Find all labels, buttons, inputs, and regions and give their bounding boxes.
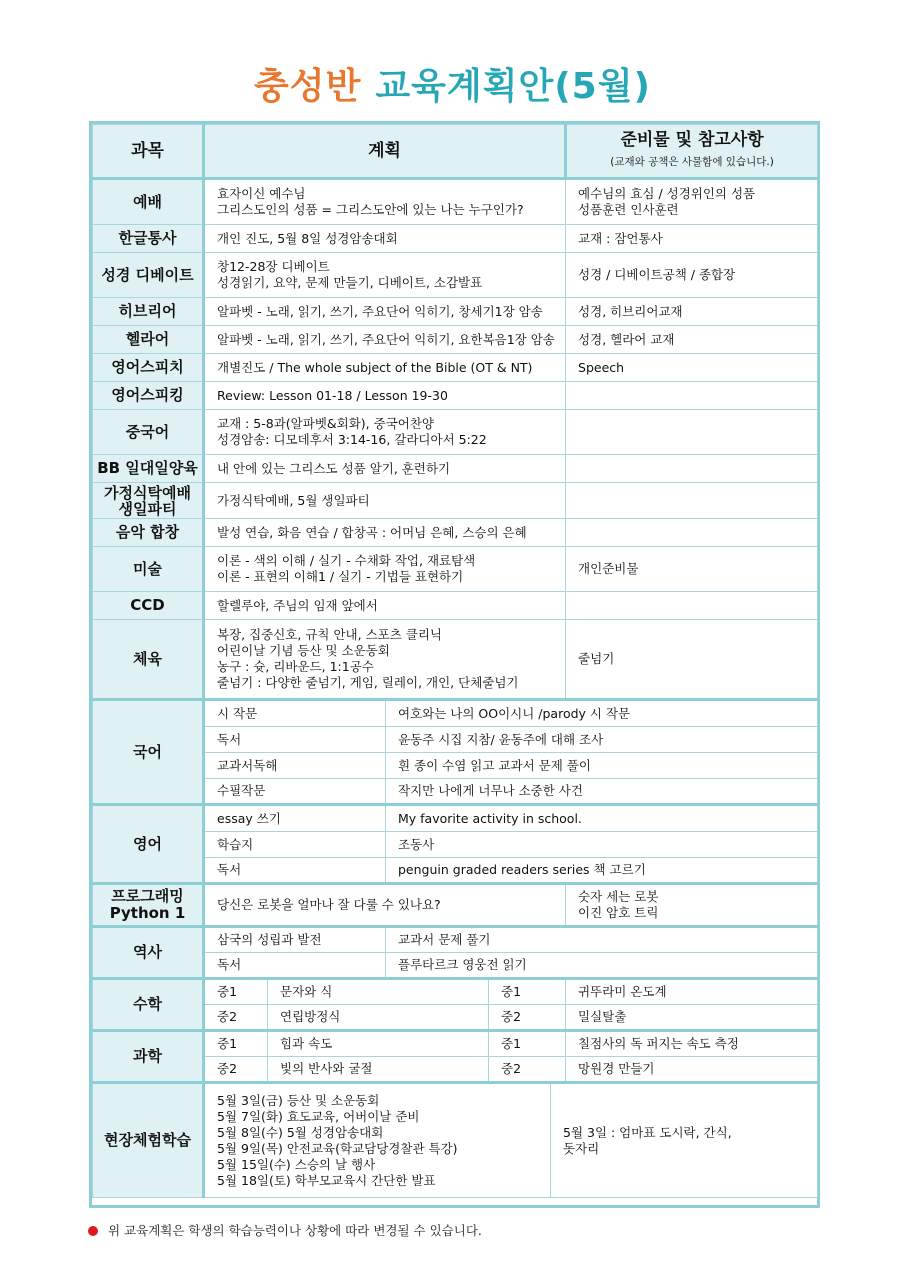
plan-cell: 할렐루야, 주님의 임재 앞에서	[204, 592, 566, 620]
subject-cell	[93, 483, 204, 519]
grade-cell: 중2	[204, 1057, 268, 1083]
detail-cell: 작지만 나에게 너무나 소중한 사건	[386, 779, 818, 805]
topic-cell: 문자와 식	[268, 979, 489, 1005]
table-row	[93, 592, 818, 620]
note-line: 성품훈련 인사훈련	[578, 202, 679, 217]
plan-cell	[204, 410, 566, 455]
note-cell: Speech	[566, 354, 818, 382]
plan-line: 창12-28장 디베이트	[217, 259, 330, 274]
plan-line: 어린이날 기념 등산 및 소운동회	[217, 643, 390, 658]
subject-line: Python 1	[109, 904, 186, 922]
table-row	[93, 455, 818, 483]
plan-table	[92, 124, 818, 1198]
plan-line: 이론 - 표현의 이해1 / 실기 - 기법들 표현하기	[217, 569, 464, 584]
header-notes-sub: (교재와 공책은 사물함에 있습니다.)	[610, 156, 774, 168]
note-cell: 교재 : 잠언통사	[566, 225, 818, 253]
plan-cell: 개인 진도, 5월 8일 성경암송대회	[204, 225, 566, 253]
note-cell: 성경 / 디베이트공책 / 종합장	[566, 253, 818, 298]
subject-cell: 과학	[93, 1031, 204, 1083]
grade-cell: 중1	[489, 1031, 566, 1057]
plan-line: 그리스도인의 성품 = 그리스도안에 있는 나는 누구인가?	[217, 202, 524, 217]
grade-cell: 중2	[204, 1005, 268, 1031]
note-line: 이진 암호 트릭	[578, 905, 659, 920]
title-class-name: 충성반	[254, 66, 362, 107]
plan-cell	[204, 253, 566, 298]
grade-cell: 중1	[204, 979, 268, 1005]
table-row	[93, 382, 818, 410]
note-cell	[566, 382, 818, 410]
plan-cell: 발성 연습, 화음 연습 / 합창곡 : 어머님 은혜, 스승의 은혜	[204, 519, 566, 547]
table-row	[93, 927, 818, 953]
plan-line: 5월 18일(토) 학부모교육시 간단한 발표	[217, 1172, 436, 1188]
page-title	[0, 58, 905, 109]
subject-cell	[93, 884, 204, 927]
subject-cell: 성경 디베이트	[93, 253, 204, 298]
activity-cell: 삼국의 성립과 발전	[204, 927, 386, 953]
detail-cell: 조동사	[386, 832, 818, 858]
table-row	[93, 225, 818, 253]
activity-cell: essay 쓰기	[204, 805, 386, 832]
detail-cell: 윤동주 시집 지참/ 윤동주에 대해 조사	[386, 727, 818, 753]
subject-cell: 현장체험학습	[93, 1083, 204, 1198]
subject-line: 생일파티	[118, 499, 177, 518]
header-notes	[566, 125, 818, 179]
detail-cell: 여호와는 나의 OO이시니 /parody 시 작문	[386, 700, 818, 727]
topic-cell: 밀실탈출	[566, 1005, 818, 1031]
note-line: 예수님의 효심 / 성경위인의 성품	[578, 186, 756, 201]
plan-cell: Review: Lesson 01-18 / Lesson 19-30	[204, 382, 566, 410]
plan-line: 5월 15일(수) 스승의 날 행사	[217, 1156, 376, 1172]
activity-cell: 시 작문	[204, 700, 386, 727]
note-cell	[566, 592, 818, 620]
subject-cell: 미술	[93, 547, 204, 592]
plan-line: 5월 9일(목) 안전교육(학교담당경찰관 특강)	[217, 1140, 458, 1156]
plan-line: 이론 - 색의 이해 / 실기 - 수채화 작업, 재료탐색	[217, 553, 476, 568]
plan-line: 성경읽기, 요약, 문제 만들기, 디베이트, 소감발표	[217, 275, 483, 290]
table-row	[93, 620, 818, 700]
topic-cell: 망원경 만들기	[566, 1057, 818, 1083]
subject-cell: 영어스피킹	[93, 382, 204, 410]
activity-cell: 학습지	[204, 832, 386, 858]
activity-cell: 독서	[204, 858, 386, 884]
topic-cell: 칠점사의 독 퍼지는 속도 측정	[566, 1031, 818, 1057]
subject-line: 프로그래밍	[111, 887, 184, 905]
subject-cell: CCD	[93, 592, 204, 620]
topic-cell: 귀뚜라미 온도계	[566, 979, 818, 1005]
red-bullet-icon	[88, 1226, 98, 1236]
topic-cell: 빛의 반사와 굴절	[268, 1057, 489, 1083]
subject-cell: 헬라어	[93, 326, 204, 354]
plan-cell: 가정식탁예배, 5월 생일파티	[204, 483, 566, 519]
table-row	[93, 410, 818, 455]
note-cell	[566, 455, 818, 483]
note-cell: 줄넘기	[566, 620, 818, 700]
subject-cell: 영어	[93, 805, 204, 884]
subject-cell: 수학	[93, 979, 204, 1031]
note-cell	[566, 179, 818, 225]
note-cell: 성경, 헬라어 교재	[566, 326, 818, 354]
table-row	[93, 805, 818, 832]
subject-cell: 국어	[93, 700, 204, 805]
plan-cell: 개별진도 / The whole subject of the Bible (OT & NT)	[204, 354, 566, 382]
detail-cell: 플루타르크 영웅전 읽기	[386, 953, 818, 979]
plan-line: 5월 3일(금) 등산 및 소운동회	[217, 1092, 380, 1108]
header-subject: 과목	[93, 125, 204, 179]
note-cell	[551, 1083, 818, 1198]
detail-cell: penguin graded readers series 책 고르기	[386, 858, 818, 884]
grade-cell: 중2	[489, 1005, 566, 1031]
header-row	[93, 125, 818, 179]
subject-cell: 한글통사	[93, 225, 204, 253]
subject-cell: 체육	[93, 620, 204, 700]
note-cell: 개인준비물	[566, 547, 818, 592]
table-row	[93, 547, 818, 592]
activity-cell: 수필작문	[204, 779, 386, 805]
table-row	[93, 1083, 818, 1198]
grade-cell: 중1	[204, 1031, 268, 1057]
note-cell	[566, 410, 818, 455]
table-row	[93, 519, 818, 547]
plan-line: 줄넘기 : 다양한 줄넘기, 게임, 릴레이, 개인, 단체줄넘기	[217, 675, 519, 690]
note-cell	[566, 483, 818, 519]
note-line: 숫자 세는 로봇	[578, 889, 659, 904]
table-row	[93, 979, 818, 1005]
plan-cell	[204, 179, 566, 225]
table-row	[93, 483, 818, 519]
subject-cell: 히브리어	[93, 298, 204, 326]
plan-cell: 내 안에 있는 그리스도 성품 알기, 훈련하기	[204, 455, 566, 483]
plan-line: 5월 7일(화) 효도교육, 어버이날 준비	[217, 1108, 420, 1124]
plan-line: 농구 : 슛, 리바운드, 1:1공수	[217, 659, 374, 674]
subject-cell: 중국어	[93, 410, 204, 455]
plan-line: 교재 : 5-8과(알파벳&회화), 중국어찬양	[217, 416, 434, 431]
grade-cell: 중2	[489, 1057, 566, 1083]
plan-cell	[204, 547, 566, 592]
plan-cell: 당신은 로봇을 얼마나 잘 다룰 수 있나요?	[204, 884, 566, 927]
activity-cell: 독서	[204, 953, 386, 979]
note-cell	[566, 519, 818, 547]
plan-line: 성경암송: 디모데후서 3:14-16, 갈라디아서 5:22	[217, 432, 487, 447]
topic-cell: 힘과 속도	[268, 1031, 489, 1057]
footer-note-text: 위 교육계획은 학생의 학습능력이나 상황에 따라 변경될 수 있습니다.	[108, 1223, 482, 1238]
subject-cell: 음악 합창	[93, 519, 204, 547]
table-row	[93, 298, 818, 326]
subject-cell: BB 일대일양육	[93, 455, 204, 483]
plan-line: 효자이신 예수님	[217, 186, 306, 201]
subject-cell: 영어스피치	[93, 354, 204, 382]
header-notes-title: 준비물 및 참고사항	[620, 130, 764, 150]
detail-cell: 흰 종이 수염 읽고 교과서 문제 풀이	[386, 753, 818, 779]
header-plan: 계획	[204, 125, 566, 179]
subject-cell: 예배	[93, 179, 204, 225]
table-row	[93, 700, 818, 727]
note-cell: 성경, 히브리어교재	[566, 298, 818, 326]
title-plan-name: 교육계획안(5월)	[375, 66, 651, 107]
activity-cell: 독서	[204, 727, 386, 753]
note-line: 돗자리	[563, 1140, 600, 1156]
table-row	[93, 326, 818, 354]
topic-cell: 연립방정식	[268, 1005, 489, 1031]
note-line: 5월 3일 : 엄마표 도시락, 간식,	[563, 1124, 732, 1140]
grade-cell: 중1	[489, 979, 566, 1005]
plan-cell	[204, 1083, 551, 1198]
table-row	[93, 179, 818, 225]
detail-cell: 교과서 문제 풀기	[386, 927, 818, 953]
plan-cell: 알파벳 - 노래, 읽기, 쓰기, 주요단어 익히기, 창세기1장 암송	[204, 298, 566, 326]
plan-cell	[204, 620, 566, 700]
table-row	[93, 354, 818, 382]
note-cell	[566, 884, 818, 927]
subject-cell: 역사	[93, 927, 204, 979]
plan-line: 5월 8일(수) 5월 성경암송대회	[217, 1124, 384, 1140]
plan-line: 복장, 집중신호, 규칙 안내, 스포츠 클리닉	[217, 627, 442, 642]
footer-note	[88, 1221, 482, 1239]
detail-cell: My favorite activity in school.	[386, 805, 818, 832]
subject-line: 가정식탁예배	[104, 483, 191, 502]
table-row	[93, 884, 818, 927]
table-row	[93, 1031, 818, 1057]
plan-cell: 알파벳 - 노래, 읽기, 쓰기, 주요단어 익히기, 요한복음1장 암송	[204, 326, 566, 354]
table-row	[93, 253, 818, 298]
activity-cell: 교과서독해	[204, 753, 386, 779]
